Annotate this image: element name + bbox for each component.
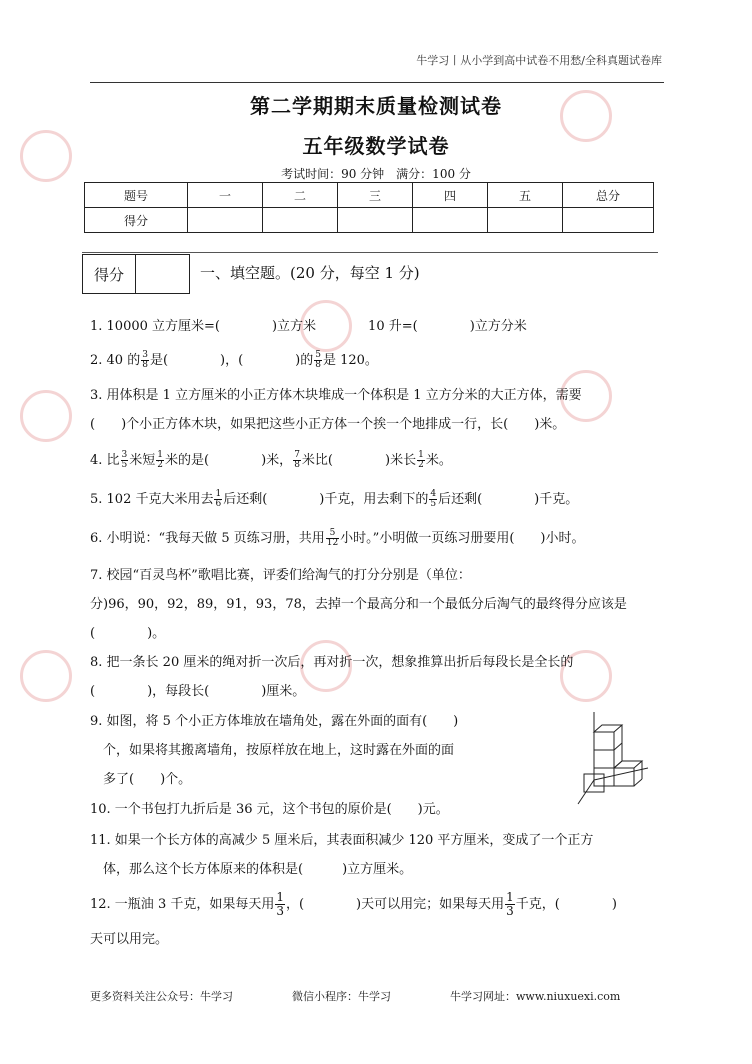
score-cell: 五 <box>488 183 563 208</box>
header-rule <box>90 82 664 83</box>
question-6: 6. 小明说：“我每天做 5 页练习册，共用 $\frac{5}{12}$ 小时。”小明做一页练习册要用( )小时。 <box>90 528 585 548</box>
footer-website-link[interactable]: 牛学习网址：www.niuxuexi.com <box>450 990 621 1003</box>
section-title: 一、填空题。(20 分，每空 1 分) <box>200 264 420 282</box>
question-5: 5. 102 千克大米用去 $\frac{1}{6}$ 后还剩( )千克，用去剩下的 $\frac{4}{5}$ 后还剩( )千克。 <box>90 489 579 509</box>
fraction: $\frac{3}{5}$ <box>121 450 128 470</box>
fraction: $\frac{1}{6}$ <box>215 489 222 509</box>
fraction: $\frac{5}{8}$ <box>315 350 321 370</box>
question-9-line2: 个，如果将其搬离墙角，按原样放在地上，这时露在外面的面 <box>90 743 455 758</box>
section-score-label: 得分 <box>83 255 136 293</box>
watermark-logo <box>20 650 72 706</box>
question-2: 2. 40 的 $\frac{3}{8}$ 是( )，( )的 $\frac{5}{8}$ 是 120。 <box>90 350 378 370</box>
score-blank[interactable] <box>263 208 338 233</box>
question-10: 10. 一个书包打九折后是 36 元，这个书包的原价是( )元。 <box>90 802 449 817</box>
score-cell: 三 <box>338 183 413 208</box>
question-8-line2: ( )，每段长( )厘米。 <box>90 684 306 699</box>
question-9-line3: 多了( )个。 <box>90 772 192 787</box>
score-cell: 总分 <box>563 183 654 208</box>
question-7-line3: ( )。 <box>90 626 166 641</box>
question-11-line2: 体，那么这个长方体原来的体积是( )立方厘米。 <box>90 862 413 877</box>
footer-mini-program: 微信小程序：牛学习 <box>292 990 391 1003</box>
score-blank[interactable] <box>188 208 263 233</box>
section-divider <box>82 252 658 253</box>
fraction: $\frac{1}{3}$ <box>276 890 284 918</box>
fraction: $\frac{7}{8}$ <box>294 450 300 470</box>
question-9-line1: 9. 如图，将 5 个小正方体堆放在墙角处，露在外面的面有( ) <box>90 714 459 729</box>
question-12-line2: 天可以用完。 <box>90 932 169 947</box>
fraction: $\frac{1}{2}$ <box>157 450 164 470</box>
fraction: $\frac{3}{8}$ <box>142 350 148 370</box>
watermark-logo <box>20 390 72 446</box>
score-cell: 得分 <box>85 208 188 233</box>
exam-subtitle: 五年级数学试卷 <box>302 134 450 158</box>
score-cell: 题号 <box>85 183 188 208</box>
fraction: $\frac{4}{5}$ <box>430 489 437 509</box>
score-table-score-row <box>85 208 654 233</box>
question-3-line2: ( )个小正方体木块，如果把这些小正方体一个挨一个地排成一行，长( )米。 <box>90 417 566 432</box>
question-4: 4. 比 $\frac{3}{5}$ 米短 $\frac{1}{2}$ 米的是( )米， $\frac{7}{8}$ 米比( )米长 $\frac{1}{2}$ 米。 <box>90 450 452 470</box>
section-score-blank[interactable] <box>136 255 189 293</box>
score-blank[interactable] <box>413 208 488 233</box>
exam-info: 考试时间：90 分钟 满分：100 分 <box>281 167 471 181</box>
question-7-line1: 7. 校园“百灵鸟杯”歌唱比赛，评委们给淘气的打分分别是（单位： <box>90 568 471 583</box>
fraction: $\frac{5}{12}$ <box>326 528 339 548</box>
score-blank[interactable] <box>338 208 413 233</box>
section-score-box <box>82 254 190 294</box>
score-cell: 四 <box>413 183 488 208</box>
fraction: $\frac{1}{2}$ <box>418 450 424 470</box>
question-3-line1: 3. 用体积是 1 立方厘米的小正方体木块堆成一个体积是 1 立方分米的大正方体，需要 <box>90 388 582 403</box>
score-cell: 二 <box>263 183 338 208</box>
footer-public-account: 更多资料关注公众号：牛学习 <box>90 990 233 1003</box>
cube-stack-figure <box>570 712 650 808</box>
question-8-line1: 8. 把一条长 20 厘米的绳对折一次后，再对折一次，想象推算出折后每段长是全长的 <box>90 655 574 670</box>
footer <box>90 988 620 1004</box>
score-cell: 一 <box>188 183 263 208</box>
question-11-line1: 11. 如果一个长方体的高减少 5 厘米后，其表面积减少 120 平方厘米，变成了一个正方 <box>90 833 594 848</box>
header-site-tag: 牛学习丨从小学到高中试卷不用愁/全科真题试卷库 <box>416 54 662 67</box>
question-1: 1. 10000 立方厘米=( )立方米 10 升=( )立方分米 <box>90 319 527 334</box>
question-12-line1: 12. 一瓶油 3 千克，如果每天用 $\frac{1}{3}$ ，( )天可以用完；如果每天用 $\frac{1}{3}$ 千克，( ) <box>90 890 617 918</box>
score-blank[interactable] <box>488 208 563 233</box>
question-7-line2: 分)96，90，92，89，91，93，78，去掉一个最高分和一个最低分后淘气的最终得分应该是 <box>90 597 627 612</box>
score-blank[interactable] <box>563 208 654 233</box>
fraction: $\frac{1}{3}$ <box>506 890 514 918</box>
score-table <box>84 182 654 233</box>
exam-title: 第二学期期末质量检测试卷 <box>250 94 502 118</box>
score-table-header-row <box>85 183 654 208</box>
